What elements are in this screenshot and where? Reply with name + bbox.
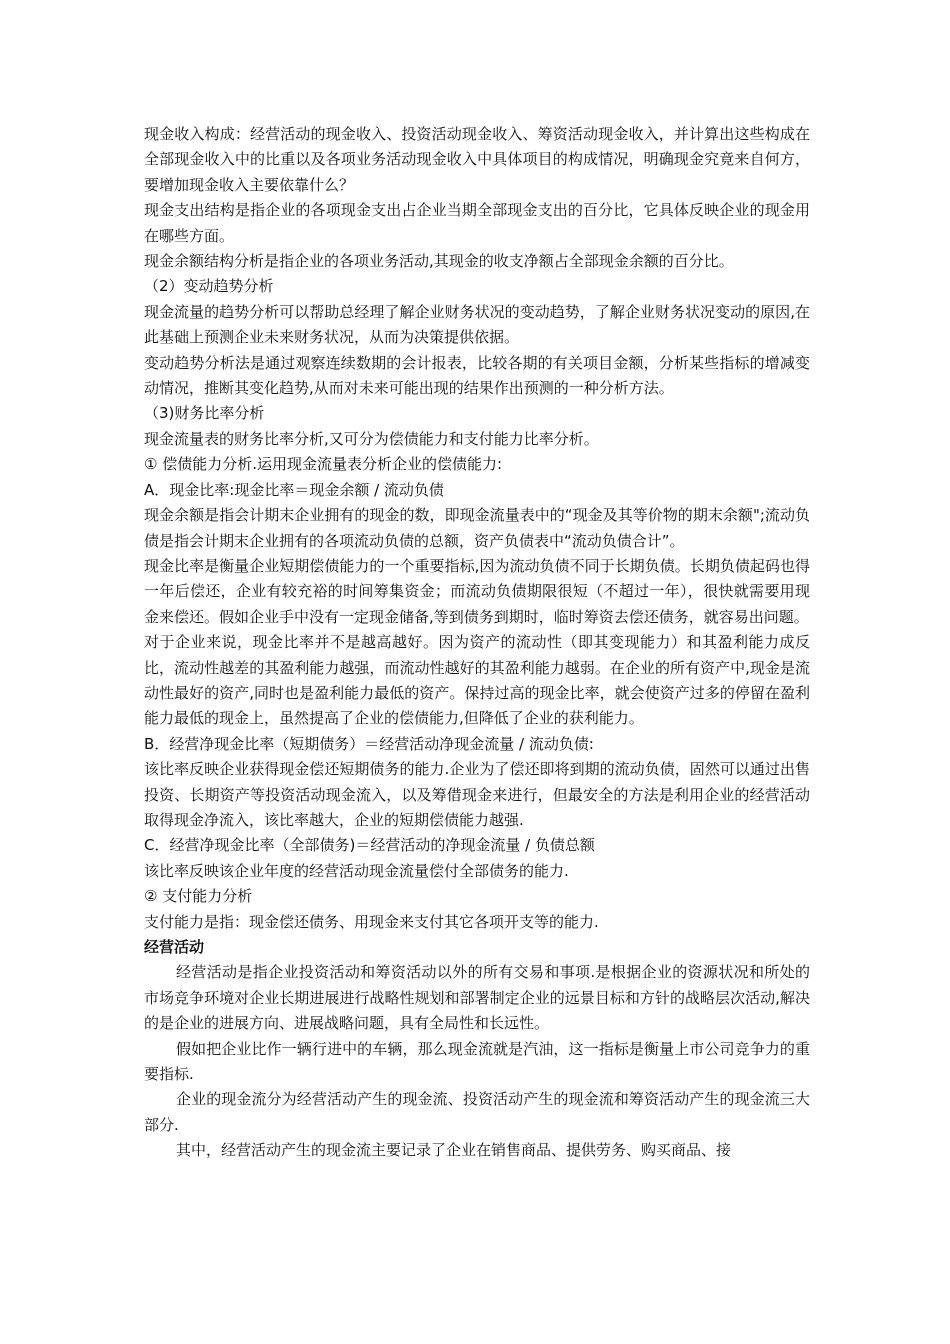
section-heading: 经营活动 — [144, 938, 205, 956]
document-body — [144, 122, 810, 1164]
item-operating-cash-ratio-short: B．经营净现金比率（短期债务）＝经营活动净现金流量 / 流动负债: — [144, 734, 594, 753]
paragraph-cash-balance-structure: 现金余额结构分析是指企业的各项业务活动,其现金的收支净额占全部现金余额的百分比。 — [144, 252, 734, 271]
item-cash-ratio: A．现金比率:现金比率＝现金余额 / 流动负债 — [144, 480, 444, 499]
paragraph-operating-cash-ratio-total: 该比率反映该企业年度的经营活动现金流量偿付全部债务的能力. — [144, 861, 569, 880]
paragraph-trend-analysis: 现金流量的趋势分析可以帮助总经理了解企业财务状况的变动趋势，了解企业财务状况变动的原因,在此基础上预测企业未来财务状况，从而为决策提供依据。 — [144, 302, 810, 347]
paragraph-operating-cash-ratio-short: 该比率反映企业获得现金偿还短期债务的能力.企业为了偿还即将到期的流动负债，固然可以通过出售投资、长期资产等投资活动现金流入，以及筹借现金来进行，但最安全的方法是利用企业的经营活动取得现金净流入，该比率越大，企业的短期偿债能力越强. — [144, 760, 810, 829]
paragraph-cash-ratio-not-higher-better: 对于企业来说，现金比率并不是越高越好。因为资产的流动性（即其变现能力）和其盈利能力成反比，流动性越差的其盈利能力越强，而流动性越好的其盈利能力越弱。在企业的所有资产中,现金是流动性最好的资产,同时也是盈利能力最低的资产。保持过高的现金比率，就会使资产过多的停留在盈利能力最低的现金上，虽然提高了企业的偿债能力,但降低了企业的获利能力。 — [144, 633, 810, 728]
paragraph-cash-balance-definition: 现金余额是指会计期末企业拥有的现金的数，即现金流量表中的“现金及其等价物的期末余额";流动负债是指会计期末企业拥有的各项流动负债的总额，资产负债表中“流动负债合计”。 — [144, 506, 810, 550]
paragraph-cash-inflow-structure: 现金收入构成：经营活动的现金收入、投资活动现金收入、筹资活动现金收入，并计算出这些构成在全部现金收入中的比重以及各项业务活动现金收入中具体项目的构成情况，明确现金究竟来自何方，要增加现金收入主要依靠什么？ — [144, 125, 810, 194]
paragraph-payment-ability: 支付能力是指：现金偿还债务、用现金来支付其它各项开支等的能力. — [144, 912, 599, 931]
paragraph-cash-ratio-importance: 现金比率是衡量企业短期偿债能力的一个重要指标,因为流动负债不同于长期负债。长期负债起码也得一年后偿还，企业有较充裕的时间筹集资金；而流动负债期限很短（不超过一年），很快就需要用现金来偿还。假如企业手中没有一定现金储备,等到债务到期时，临时筹资去偿还债务，就容易出问题。 — [144, 556, 810, 626]
paragraph-cash-flow-parts: 企业的现金流分为经营活动产生的现金流、投资活动产生的现金流和筹资活动产生的现金流三大部分. — [144, 1090, 810, 1134]
item-operating-cash-ratio-total: C．经营净现金比率（全部债务)＝经营活动的净现金流量 / 负债总额 — [144, 836, 595, 855]
paragraph-ratio-analysis: 现金流量表的财务比率分析,又可分为偿债能力和支付能力比率分析。 — [144, 429, 599, 448]
subheading-trend-analysis: （2）变动趋势分析 — [144, 277, 274, 296]
paragraph-operating-cash-flow: 其中，经营活动产生的现金流主要记录了企业在销售商品、提供劳务、购买商品、接 — [176, 1141, 732, 1160]
paragraph-cash-flow-metaphor: 假如把企业比作一辆行进中的车辆，那么现金流就是汽油，这一指标是衡量上市公司竞争力的重要指标. — [144, 1039, 810, 1084]
item-solvency-analysis: ① 偿债能力分析.运用现金流量表分析企业的偿债能力: — [144, 455, 503, 474]
subheading-ratio-analysis: （3)财务比率分析 — [144, 404, 265, 423]
item-payment-ability-analysis: ② 支付能力分析 — [144, 887, 253, 906]
paragraph-trend-method: 变动趋势分析法是通过观察连续数期的会计报表，比较各期的有关项目金额，分析某些指标的增减变动情况，推断其变化趋势,从而对未来可能出现的结果作出预测的一种分析方法。 — [144, 353, 810, 398]
paragraph-cash-outflow-structure: 现金支出结构是指企业的各项现金支出占企业当期全部现金支出的百分比，它具体反映企业的现金用在哪些方面。 — [144, 201, 810, 245]
paragraph-operating-activities: 经营活动是指企业投资活动和筹资活动以外的所有交易和事项.是根据企业的资源状况和所处的市场竞争环境对企业长期进展进行战略性规划和部署制定企业的远景目标和方针的战略层次活动,解决的是企业的进展方向、进展战略问题，具有全局性和长远性。 — [144, 963, 810, 1033]
